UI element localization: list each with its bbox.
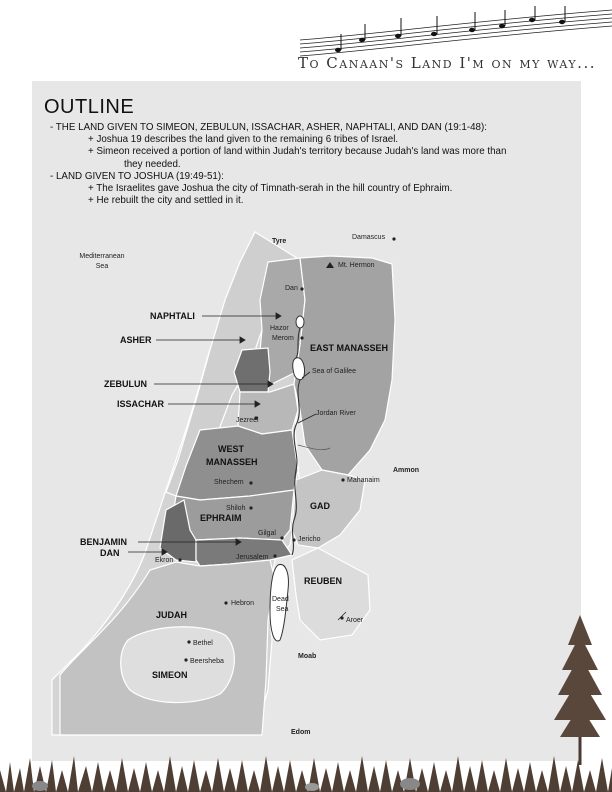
label-tyre: Tyre [272,238,287,245]
label-edom: Edom [291,729,311,736]
region-east-manasseh [294,256,395,475]
label-sea-of-galilee: Sea of Galilee [312,368,356,375]
label-ephraim: EPHRAIM [200,513,242,523]
label-city-merom: Merom [272,335,294,342]
label-moab: Moab [298,653,317,660]
page-header-title: To Canaan's Land I'm on my way... [297,54,596,72]
label-city-aroer: Aroer [346,617,364,624]
label-damascus: Damascus [352,234,386,241]
label-zebulun: ZEBULUN [104,379,147,389]
label-asher: ASHER [120,335,152,345]
label-dan: DAN [100,548,120,558]
label-west-manasseh-2: MANASSEH [206,457,258,467]
label-city-hebron: Hebron [231,600,254,607]
label-city-beersheba: Beersheba [190,658,224,665]
label-city-gilgal: Gilgal [258,530,276,537]
grass-decoration [0,740,612,792]
outline-point: + The Israelites gave Joshua the city of Timnath-serah in the hill country of Ephraim. [88,183,453,195]
region-reuben [292,548,370,640]
label-simeon: SIMEON [152,670,188,680]
label-city-ekron: Ekron [155,557,174,564]
label-west-manasseh: WEST [218,444,244,454]
label-city-jerusalem: Jerusalem [236,554,269,561]
region-issachar [238,384,298,434]
label-ammon: Ammon [393,467,420,474]
label-city-hazor: Hazor [270,325,289,332]
outline-section-title: - THE LAND GIVEN TO SIMEON, ZEBULUN, ISSACHAR, ASHER, NAPHTALI, AND DAN (19:1-48): [50,122,487,133]
label-gad: GAD [310,501,330,511]
label-jordan-river: Jordan River [316,410,356,417]
label-city-dan: Dan [285,285,298,292]
label-city-mahanaim: Mahanaim [347,477,380,484]
outline-heading: OUTLINE [44,96,135,118]
label-issachar: ISSACHAR [117,399,165,409]
label-city-jericho: Jericho [298,536,321,543]
label-reuben: REUBEN [304,576,343,586]
label-mediterranean-sea: Sea [95,263,109,270]
label-east-manasseh: EAST MANASSEH [310,343,389,353]
label-naphtali: NAPHTALI [150,311,195,321]
label-judah: JUDAH [156,610,188,620]
label-city-jezreel: Jezreel [236,417,259,424]
label-dead-sea: Dead [272,596,289,603]
label-mediterranean: Mediterranean [79,253,125,260]
outline-section-title: - LAND GIVEN TO JOSHUA (19:49-51): [50,170,224,182]
label-mt-hermon: Mt. Hermon [338,262,375,269]
outline-point: + Joshua 19 describes the land given to the remaining 6 tribes of Israel. [88,134,399,146]
outline-point-continued: they needed. [124,158,181,170]
label-city-shiloh: Shiloh [226,505,246,512]
label-city-bethel: Bethel [193,640,213,647]
outline-point: + He rebuilt the city and settled in it. [88,195,244,207]
label-dead-sea-2: Sea [276,606,289,613]
lake-huleh [296,316,304,328]
label-benjamin: BENJAMIN [80,537,128,547]
outline-point: + Simeon received a portion of land within Judah's territory because Judah's land was more than [88,146,507,158]
label-city-shechem: Shechem [214,479,244,486]
